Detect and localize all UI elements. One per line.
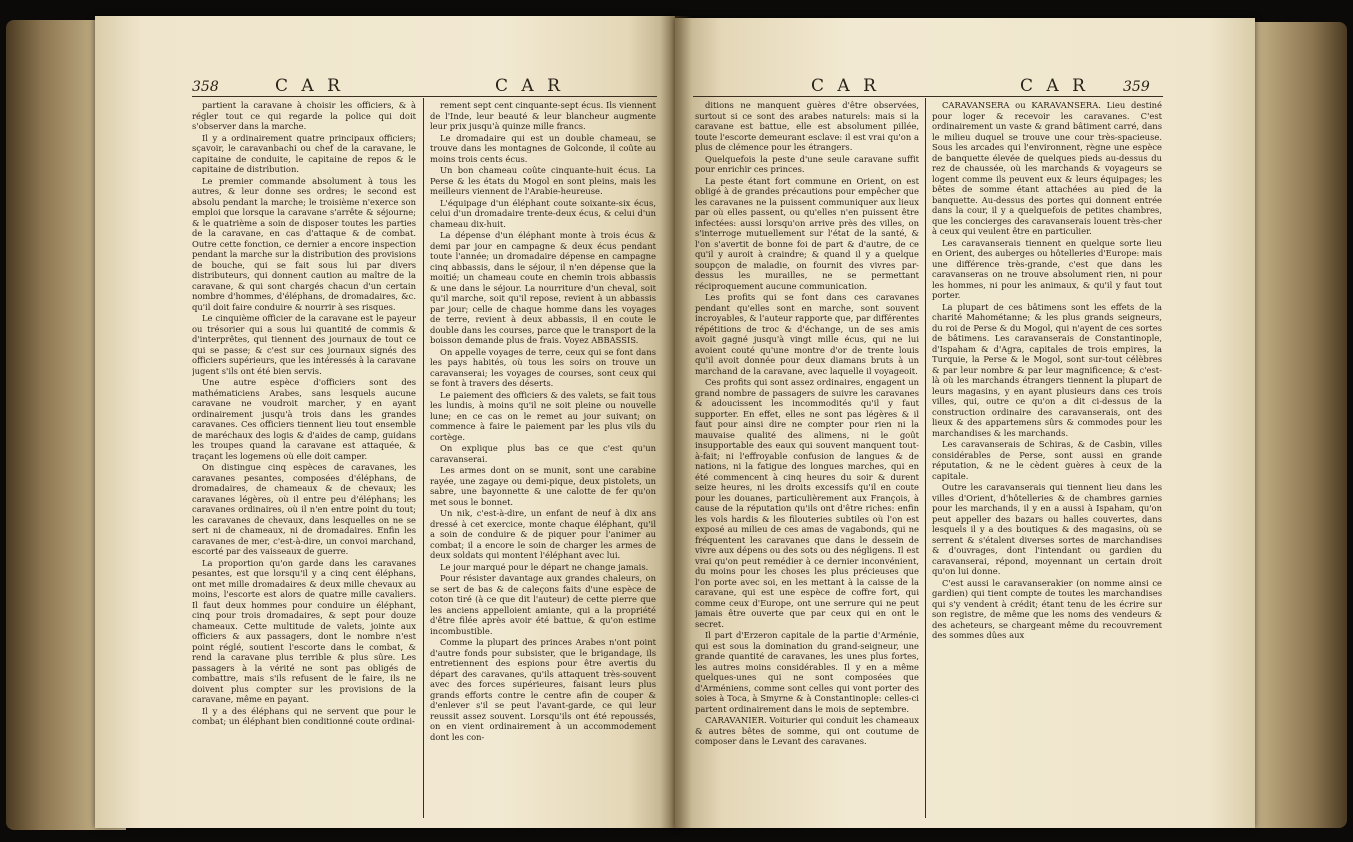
left-page: [95, 16, 675, 828]
paragraph: Les profits qui se font dans ces caravanes pendant qu'elles sont en marche, sont souvent incroyables, & l'auteur rapporte que, par différentes répétitions de troc & d'échange, un de ses amis avoit gagné jusqu'à vingt mille écus, qui ne lui avoient couté qu'une montre d'or de trente louis qu'il avoit donnée pour deux diamans bruts à un marchand de la caravane, avec laquelle il voyageoit.: [695, 292, 919, 376]
header-rule: [192, 96, 657, 97]
paragraph: L'équipage d'un éléphant coute soixante-six écus, celui d'un dromadaire trente-deux écus, & celui d'un chameau dix-huit.: [430, 197, 656, 229]
paragraph: La peste étant fort commune en Orient, on est obligé à de grandes précautions pour empêcher que les caravanes ne la puissent communiquer aux lieux par où elles passent, ou qu'elles n'en puissent être infectées: aussi lorsqu'on arrive près des villes, on s'interroge mutuellement sur l'état de la santé, & l'on s'avertit de bonne foi de part & d'autre, de ce qu'il y auroit à craindre; & quand il y a quelque soupçon de maladie, on fournit des vivres par-dessus les murailles, ne se permettant réciproquement aucune communication.: [695, 175, 919, 291]
header-rule: [693, 96, 1163, 97]
paragraph: La proportion qu'on garde dans les caravanes pesantes, est que lorsqu'il y a cinq cent éléphans, ont met mille dromadaires & deux mille chevaux au moins, l'escorte est alors de quatre mille cavaliers. Il faut deux hommes pour conduire un éléphant, cinq pour trois dromadaires, & sept pour douze chameaux. Cette multitude de valets, jointe aux officiers & aux passagers, dont le nombre n'est point réglé, soutient l'escorte dans le combat, & rend la caravane plus terrible & plus sûre. Les passagers à la vérité ne sont pas obligés de combattre, mais s'ils refusent de le faire, ils ne doivent plus compter sur les provisions de la caravane, même en payant.: [192, 557, 416, 704]
paragraph: CARAVANSERA ou KARAVANSERA. Lieu destiné pour loger & recevoir les caravanes. C'est ordinairement un vaste & grand bâtiment carré, dans le milieu duquel se trouve une cour très-spacieuse. Sous les arcades qui l'environnent, règne une espèce de banquette élevée de quelques pieds au-dessus du rez de chaussée, où les marchands & voyageurs se logent comme ils peuvent eux & leurs équipages; les bêtes de somme étant attachées au pied de la banquette. Au-dessus des portes qui donnent entrée dans la cour, il y a quelquefois de petites chambres, que les concierges des caravanserais louent très-cher à ceux qui veulent être en particulier.: [932, 100, 1162, 236]
text-column-2: [932, 100, 1162, 818]
paragraph: Le paiement des officiers & des valets, se fait tous les lundis, à moins qu'il ne soit pleine ou nouvelle lune; en ce cas on le remet au jour suivant; on commence à faire le paiement par les plus vils du cortège.: [430, 389, 656, 442]
paragraph: On explique plus bas ce que c'est qu'un caravanserai.: [430, 443, 656, 464]
paragraph: Il y a des éléphans qui ne servent que pour le combat; un éléphant bien conditionné coute ordinai-: [192, 705, 416, 726]
paragraph: Une autre espèce d'officiers sont des mathématiciens Arabes, sans lesquels aucune caravane ne voudroit marcher, y en ayant ordinairement jusqu'à trois dans les grandes caravanes. Ces officiers tiennent lieu tout ensemble de maréchaux des logis & d'aides de camp, guidans les troupes quand la caravane est attaquée, & traçant les logemens où elle doit camper.: [192, 377, 416, 461]
paragraph: Le jour marqué pour le départ ne change jamais.: [440, 561, 649, 572]
paragraph: Il part d'Erzeron capitale de la partie d'Arménie, qui est sous la domination du grand-seigneur, une grande quantité de caravanes, les unes plus fortes, les autres moins considérables. Il y en a même quelques-unes qui ne sont composées que d'Arméniens, comme sont celles qui vont porter des soies à Toca, à Smyrne & à Constantinople: celles-ci partent ordinairement dans le mois de septembre.: [695, 630, 919, 714]
running-header: C A R: [1020, 76, 1089, 96]
paragraph: Un nik, c'est-à-dire, un enfant de neuf à dix ans dressé à cet exercice, monte chaque éléphant, qu'il a soin de conduire & de piquer pour l'animer au combat; il a encore le soin de charger les armes de deux soldats qui montent l'éléphant avec lui.: [430, 508, 656, 560]
paragraph: Il y a ordinairement quatre principaux officiers; sçavoir, le caravanbachi ou chef de la caravane, le capitaine de conduite, le capitaine de repos & le capitaine de distribution.: [192, 132, 416, 174]
paragraph: Les armes dont on se munit, sont une carabine rayée, une zagaye ou demi-pique, deux pistolets, un sabre, une bayonnette & une calotte de fer qu'on met sous le bonnet.: [430, 465, 656, 507]
text-column-1: [192, 100, 416, 818]
paragraph: Le cinquième officier de la caravane est le payeur ou trésorier qui a sous lui quantité de commis & d'interprêtes, qui tiennent des journaux de tout ce qui se passe; & c'est sur ces journaux signés des officiers supérieurs, que les intéressés à la caravane jugent s'ils ont été bien servis.: [192, 313, 416, 376]
running-header: C A R: [495, 76, 564, 96]
paragraph: La plupart de ces bâtimens sont les effets de la charité Mahométanne; & les plus grands seigneurs, du roi de Perse & du Mogol, qui n'ayent de ces sortes de bâtimens. Les caravanserais de Constantinople, d'Ispaham & d'Agra, capitales de trois empires, la Turquie, la Perse & le Mogol, sont sur-tout célèbres & par leur nombre & par leur magnificence; & c'est-là où les marchands étrangers tiennent la plupart de leurs magasins, y en ayant plusieurs dans ces trois villes, qui, outre ce qu'on a dit ci-dessus de la construction ordinaire des caravanserais, ont des lieux & des appartemens sûrs & commodes pour les marchandises & les marchands.: [932, 301, 1162, 438]
paragraph: ditions ne manquent guères d'être observées, surtout si ce sont des arabes naturels: mais si la caravane est battue, elle est absolument pillée, toute l'escorte demeurant esclave: il est vrai qu'on a plus de clémence pour les étrangers.: [695, 100, 919, 152]
paragraph: Les caravanserais de Schiras, & de Casbin, villes considérables de Perse, sont aussi en grande réputation, & ne le cèdent guères à ceux de la capitale.: [932, 439, 1162, 481]
column-rule: [925, 98, 926, 818]
right-page: [675, 18, 1255, 828]
paragraph: C'est aussi le caravanserakier (on nomme ainsi ce gardien) qui tient compte de toutes les marchandises qui s'y vendent à crédit; étant tenu de les écrire sur son registre, de même que les noms des vendeurs & des acheteurs, se chargeant même du recouvrement des sommes dûes aux: [932, 577, 1162, 640]
paragraph: Le dromadaire qui est un double chameau, se trouve dans les montagnes de Golconde, il coûte au moins trois cents écus.: [430, 132, 656, 164]
paragraph: Les caravanserais tiennent en quelque sorte lieu en Orient, des auberges ou hôtelleries d'Europe: mais une différence très-grande, c'est que dans les caravanseras on ne trouve absolument rien, ni pour les hommes, ni pour les animaux, & qu'il y faut tout porter.: [932, 237, 1162, 300]
paragraph: La dépense d'un éléphant monte à trois écus & demi par jour en campagne & deux écus pendant toute l'année; un dromadaire dépense en campagne cinq abbassis, dans le séjour, il n'en dépense que la moitié; un chameau coute en chemin trois abbassis & une dans le séjour. La nourriture d'un cheval, soit qu'il marche, soit qu'il repose, revient à un abbassis par jour; celle de chaque homme dans les voyages de terre, revient à deux abbassis, il en coute le double dans les courses, parce que le transport de la boisson demande plus de frais. Voyez ABBASSIS.: [430, 230, 656, 345]
page-number: 359: [1123, 79, 1150, 95]
paragraph: Le premier commande absolument à tous les autres, & leur donne ses ordres; le second est absolu pendant la marche; le troisième n'exerce son emploi que lorsque la caravane s'arrête & séjourne; & le quatrième a soin de disposer toutes les parties de la caravane, en cas d'attaque & de combat. Outre cette fonction, ce dernier a encore inspection pendant la marche sur la distribution des provisions de bouche, qui se fait sous lui par divers distributeurs, qui donnent caution au maître de la caravane, & qui sont chargés chacun d'un certain nombre d'hommes, d'éléphans, de dromadaires, &c. qu'il doit faire conduire & nourrir à ses risques.: [192, 175, 416, 312]
text-column-1: [695, 100, 919, 818]
running-header: C A R: [275, 76, 344, 96]
paragraph: CARAVANIER. Voiturier qui conduit les chameaux & autres bêtes de somme, qui ont coutume de composer dans le Levant des caravanes.: [695, 715, 919, 746]
paragraph: On appelle voyages de terre, ceux qui se font dans les pays habités, où tous les soirs on trouve un caravanserai; les voyages de courses, sont ceux qui se font à travers des déserts.: [430, 346, 656, 388]
paragraph: partient la caravane à choisir les officiers, & à régler tout ce qui regarde la police qui doit s'observer dans la marche.: [192, 100, 416, 131]
paragraph: Un bon chameau coûte cinquante-huit écus. La Perse & les états du Mogol en sont pleins, mais les meilleurs viennent de l'Arabie-heureuse.: [430, 165, 656, 196]
paragraph: Pour résister davantage aux grandes chaleurs, on se sert de bas & de caleçons faits d'une espèce de coton tiré (à ce que dit l'auteur) de cette pierre que les anciens appelloient amiante, qui a la propriété d'être filée après avoir été battue, & qu'on estime incombustible.: [430, 573, 656, 636]
paragraph: rement sept cent cinquante-sept écus. Ils viennent de l'Inde, leur beauté & leur blancheur augmente leur prix jusqu'à quinze mille francs.: [430, 100, 656, 131]
paragraph: On distingue cinq espèces de caravanes, les caravanes pesantes, composées d'éléphans, de dromadaires, de chameaux & de chevaux; les caravanes légères, où il entre peu d'éléphans; les caravanes ordinaires, où il n'en entre point du tout; les caravanes de chevaux, dans lesquelles on ne se sert ni de chameaux, ni de dromadaires. Enfin les caravanes de mer, c'est-à-dire, un convoi marchand, escorté par des vaisseaux de guerre.: [192, 462, 416, 556]
paragraph: Quelquefois la peste d'une seule caravane suffit pour enrichir ces princes.: [695, 153, 919, 174]
text-column-2: [430, 100, 656, 818]
column-rule: [423, 98, 424, 818]
paragraph: Ces profits qui sont assez ordinaires, engagent un grand nombre de passagers de suivre les caravanes & adoucissent les incommodités qu'il y faut supporter. En effet, elles ne sont pas légères & il faut pour ainsi dire ne compter pour rien ni la mauvaise qualité des alimens, ni le goût insupportable des eaux qui souvent manquent tout-à-fait; ni l'effroyable confusion de langues & de nations, ni la fatigue des longues marches, qui en été commencent à cinq heures du soir & durent seize heures, ni les droits excessifs qu'il en coute pour les douanes, particulièrement aux François, à cause de la réputation qu'ils ont d'être riches: enfin les vols hardis & les filouteries subtiles où l'on est exposé au milieu de ces amas de vagabonds, qui ne fréquentent les caravanes que dans le dessein de vivre aux dépens ou des sots ou des négligens. Il est vrai qu'on peut remédier à ce dernier inconvénient, du moins pour les choses les plus précieuses que l'on porte avec soi, en les mettant à la caisse de la caravane, qui est une espèce de coffre fort, qui comme ceux d'Europe, ont une serrure qui ne peut jamais être ouverte que par ceux qui en ont le secret.: [695, 377, 919, 629]
running-header: C A R: [811, 76, 880, 96]
paragraph: Outre les caravanserais qui tiennent lieu dans les villes d'Orient, d'hôtelleries & de chambres garnies pour les marchands, il y en a aussi à Ispaham, qu'on peut appeller des bazars ou halles couvertes, dans lesquels il y a des boutiques & des magasins, où se serrent & s'étalent diverses sortes de marchandises & d'ouvrages, dont l'intendant ou gardien du caravanserai, répond, moyennant un certain droit qu'on lui donne.: [932, 482, 1162, 576]
paragraph: Comme la plupart des princes Arabes n'ont point d'autre fonds pour subsister, que le brigandage, ils entretiennent des espions pour être avertis du départ des caravanes, qu'ils attaquent très-souvent avec des forces supérieures, faisant leurs plus grands efforts contre le centre afin de couper & d'enlever s'il se peut l'avant-garde, ce qui leur reussit assez souvent. Lorsqu'ils ont été repoussés, on en vient ordinairement à un accommodement dont les con-: [430, 637, 656, 742]
page-number: 358: [192, 79, 219, 95]
book-gutter: [660, 16, 692, 828]
